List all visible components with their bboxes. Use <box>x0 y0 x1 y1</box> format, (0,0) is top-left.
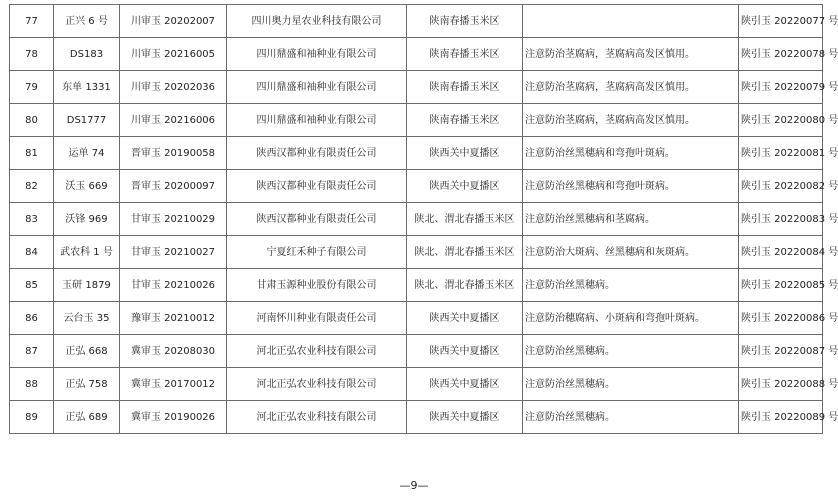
cell-applicant: 陕西汉都种业有限责任公司 <box>227 170 407 203</box>
cell-region: 陕西关中夏播区 <box>407 302 523 335</box>
cell-applicant: 四川鼎盛和袖种业有限公司 <box>227 71 407 104</box>
cell-number: 85 <box>10 269 54 302</box>
table-row <box>10 401 823 434</box>
cell-variety: 正兴 6 号 <box>54 5 120 38</box>
cell-applicant: 河北正弘农业科技有限公司 <box>227 401 407 434</box>
cell-note: 注意防治茎腐病，茎腐病高发区慎用。 <box>523 38 739 71</box>
cell-variety: 运单 74 <box>54 137 120 170</box>
table-row <box>10 236 823 269</box>
cell-note: 注意防治大斑病、丝黑穗病和灰斑病。 <box>523 236 739 269</box>
cell-note: 注意防治茎腐病，茎腐病高发区慎用。 <box>523 71 739 104</box>
cell-intro-number: 陕引玉 20220089 号 <box>739 401 823 434</box>
cell-number: 77 <box>10 5 54 38</box>
cell-approval-number: 冀审玉 20208030 <box>120 335 227 368</box>
cell-intro-number: 陕引玉 20220082 号 <box>739 170 823 203</box>
cell-region: 陕西关中夏播区 <box>407 137 523 170</box>
table-row <box>10 203 823 236</box>
cell-applicant: 河南怀川种业有限责任公司 <box>227 302 407 335</box>
cell-variety: 正弘 668 <box>54 335 120 368</box>
cell-note: 注意防治丝黑穗病。 <box>523 335 739 368</box>
cell-region: 陕北、渭北春播玉米区 <box>407 269 523 302</box>
cell-approval-number: 甘审玉 20210029 <box>120 203 227 236</box>
cell-region: 陕西关中夏播区 <box>407 170 523 203</box>
cell-number: 82 <box>10 170 54 203</box>
cell-approval-number: 晋审玉 20200097 <box>120 170 227 203</box>
variety-table-container <box>9 4 838 434</box>
cell-variety: DS1777 <box>54 104 120 137</box>
cell-applicant: 河北正弘农业科技有限公司 <box>227 335 407 368</box>
cell-number: 88 <box>10 368 54 401</box>
cell-note: 注意防治穗腐病、小斑病和弯孢叶斑病。 <box>523 302 739 335</box>
cell-variety: 沃玉 669 <box>54 170 120 203</box>
cell-note: 注意防治丝黑穗病。 <box>523 269 739 302</box>
cell-note: 注意防治丝黑穗病和茎腐病。 <box>523 203 739 236</box>
table-row <box>10 269 823 302</box>
table-row <box>10 302 823 335</box>
cell-note: 注意防治丝黑穗病和弯孢叶斑病。 <box>523 137 739 170</box>
page-number: —9— <box>399 479 429 492</box>
cell-applicant: 陕西汉都种业有限责任公司 <box>227 137 407 170</box>
table-row <box>10 170 823 203</box>
cell-variety: 正弘 689 <box>54 401 120 434</box>
cell-note: 注意防治丝黑穗病。 <box>523 401 739 434</box>
table-row <box>10 368 823 401</box>
table-body <box>10 5 838 434</box>
cell-intro-number: 陕引玉 20220083 号 <box>739 203 823 236</box>
variety-table <box>9 4 838 434</box>
cell-number: 80 <box>10 104 54 137</box>
cell-approval-number: 甘审玉 20210026 <box>120 269 227 302</box>
table-row <box>10 335 823 368</box>
cell-number: 84 <box>10 236 54 269</box>
cell-variety: 沃锋 969 <box>54 203 120 236</box>
cell-intro-number: 陕引玉 20220081 号 <box>739 137 823 170</box>
cell-number: 86 <box>10 302 54 335</box>
cell-intro-number: 陕引玉 20220080 号 <box>739 104 823 137</box>
cell-approval-number: 川审玉 20216006 <box>120 104 227 137</box>
cell-note: 注意防治丝黑穗病。 <box>523 368 739 401</box>
cell-applicant: 四川鼎盛和袖种业有限公司 <box>227 104 407 137</box>
cell-approval-number: 甘审玉 20210027 <box>120 236 227 269</box>
cell-applicant: 陕西汉都种业有限责任公司 <box>227 203 407 236</box>
table-row <box>10 137 823 170</box>
cell-variety: 东单 1331 <box>54 71 120 104</box>
cell-intro-number: 陕引玉 20220084 号 <box>739 236 823 269</box>
cell-intro-number: 陕引玉 20220077 号 <box>739 5 823 38</box>
cell-variety: 玉研 1879 <box>54 269 120 302</box>
cell-variety: 云台玉 35 <box>54 302 120 335</box>
cell-approval-number: 豫审玉 20210012 <box>120 302 227 335</box>
cell-number: 87 <box>10 335 54 368</box>
table-row <box>10 104 823 137</box>
cell-intro-number: 陕引玉 20220087 号 <box>739 335 823 368</box>
cell-number: 83 <box>10 203 54 236</box>
cell-applicant: 四川奥力星农业科技有限公司 <box>227 5 407 38</box>
cell-approval-number: 冀审玉 20170012 <box>120 368 227 401</box>
cell-number: 89 <box>10 401 54 434</box>
cell-note <box>523 5 739 38</box>
cell-approval-number: 晋审玉 20190058 <box>120 137 227 170</box>
cell-approval-number: 川审玉 20216005 <box>120 38 227 71</box>
cell-applicant: 甘肃玉源种业股份有限公司 <box>227 269 407 302</box>
cell-applicant: 河北正弘农业科技有限公司 <box>227 368 407 401</box>
cell-variety: 正弘 758 <box>54 368 120 401</box>
cell-region: 陕西关中夏播区 <box>407 368 523 401</box>
cell-applicant: 四川鼎盛和袖种业有限公司 <box>227 38 407 71</box>
cell-region: 陕北、渭北春播玉米区 <box>407 203 523 236</box>
cell-approval-number: 川审玉 20202007 <box>120 5 227 38</box>
cell-intro-number: 陕引玉 20220086 号 <box>739 302 823 335</box>
table-row <box>10 38 823 71</box>
cell-note: 注意防治茎腐病，茎腐病高发区慎用。 <box>523 104 739 137</box>
table-row <box>10 5 823 38</box>
cell-region: 陕南春播玉米区 <box>407 104 523 137</box>
cell-intro-number: 陕引玉 20220085 号 <box>739 269 823 302</box>
cell-region: 陕南春播玉米区 <box>407 5 523 38</box>
cell-number: 78 <box>10 38 54 71</box>
cell-number: 79 <box>10 71 54 104</box>
cell-variety: DS183 <box>54 38 120 71</box>
cell-region: 陕西关中夏播区 <box>407 335 523 368</box>
cell-intro-number: 陕引玉 20220088 号 <box>739 368 823 401</box>
cell-applicant: 宁夏红禾种子有限公司 <box>227 236 407 269</box>
cell-region: 陕西关中夏播区 <box>407 401 523 434</box>
cell-number: 81 <box>10 137 54 170</box>
cell-approval-number: 川审玉 20202036 <box>120 71 227 104</box>
cell-region: 陕南春播玉米区 <box>407 71 523 104</box>
cell-intro-number: 陕引玉 20220079 号 <box>739 71 823 104</box>
cell-region: 陕北、渭北春播玉米区 <box>407 236 523 269</box>
cell-region: 陕南春播玉米区 <box>407 38 523 71</box>
cell-approval-number: 冀审玉 20190026 <box>120 401 227 434</box>
cell-intro-number: 陕引玉 20220078 号 <box>739 38 823 71</box>
cell-note: 注意防治丝黑穗病和弯孢叶斑病。 <box>523 170 739 203</box>
cell-variety: 武农科 1 号 <box>54 236 120 269</box>
table-row <box>10 71 823 104</box>
